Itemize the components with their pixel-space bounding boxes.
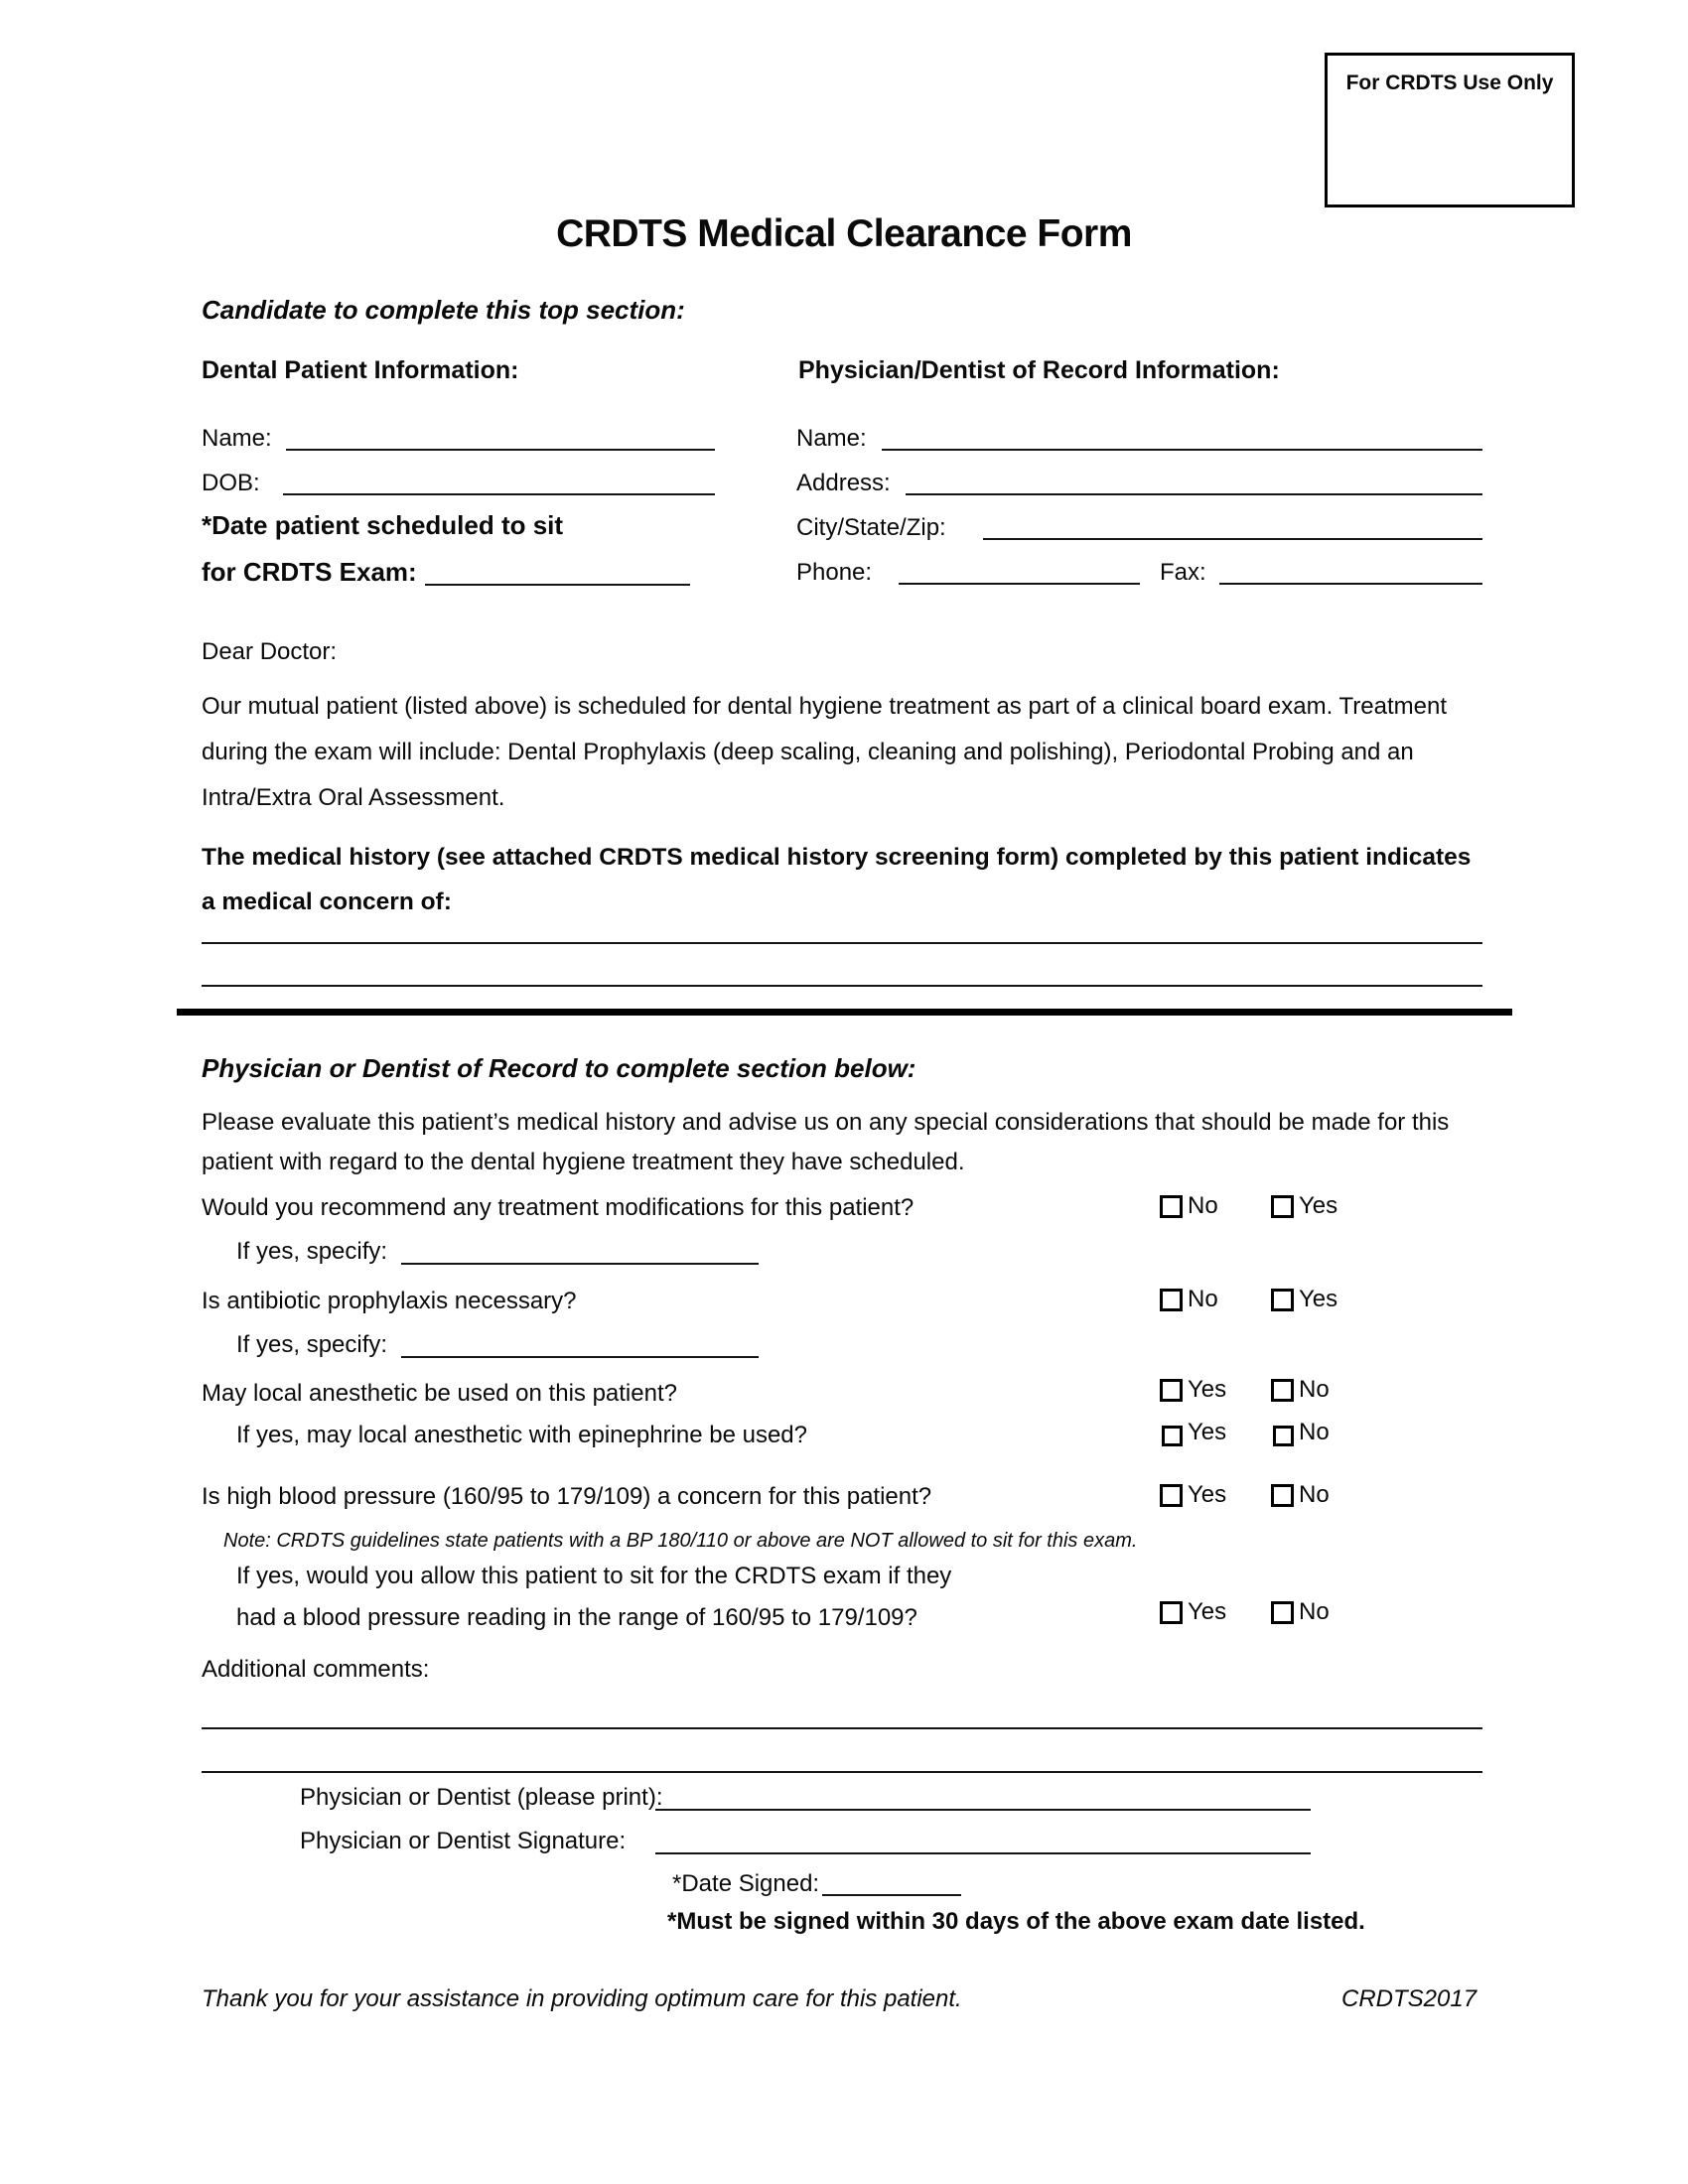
- physician-print-label: Physician or Dentist (please print):: [300, 1784, 663, 1811]
- bp-followup-line2: had a blood pressure reading in the range of 160/95 to 179/109?: [236, 1604, 917, 1631]
- q1-option-yes: [1271, 1192, 1337, 1220]
- q3-option-no: [1271, 1376, 1330, 1404]
- q2-option-no: [1160, 1286, 1218, 1313]
- q4-option-no: [1271, 1481, 1330, 1509]
- physician-fax-label: Fax:: [1160, 559, 1206, 586]
- q3sub-no-checkbox[interactable]: [1273, 1426, 1294, 1446]
- medical-concern-statement: The medical history (see attached CRDTS medical history screening form) completed by this patient indicates a medical concern of:: [202, 844, 1472, 915]
- physician-phone-label: Phone:: [796, 559, 873, 586]
- patient-dob-label: DOB:: [202, 470, 260, 496]
- patient-name-label: Name:: [202, 425, 272, 452]
- letter-body: Our mutual patient (listed above) is scheduled for dental hygiene treatment as part of a clinical board exam. Treatment during the exam will include: Dental Prophylaxis (deep scaling, cleaning and polishing), Periodontal Probing and an Intra/Extra Oral Assessment.: [202, 693, 1447, 811]
- footer-form-code: CRDTS2017: [1341, 1985, 1477, 2012]
- q4-no-label: No: [1299, 1481, 1330, 1508]
- q4-no-checkbox[interactable]: [1271, 1484, 1294, 1507]
- question-high-blood-pressure: Is high blood pressure (160/95 to 179/109) a concern for this patient?: [202, 1483, 932, 1510]
- medical-concern-field-line2[interactable]: [202, 985, 1482, 987]
- page-title: CRDTS Medical Clearance Form: [556, 212, 1132, 255]
- q2-yes-checkbox[interactable]: [1271, 1289, 1294, 1311]
- q4-followup-option-yes: [1160, 1598, 1226, 1626]
- physician-city-state-zip-label: City/State/Zip:: [796, 514, 946, 541]
- q2-yes-label: Yes: [1299, 1286, 1338, 1312]
- section-divider: [177, 1009, 1512, 1016]
- patient-info-heading: Dental Patient Information:: [202, 356, 519, 384]
- q2-specify-field[interactable]: [401, 1356, 759, 1358]
- physician-city-state-zip-field[interactable]: [983, 538, 1482, 540]
- q3sub-option-yes: [1162, 1418, 1226, 1446]
- q3-no-checkbox[interactable]: [1271, 1379, 1294, 1402]
- question-treatment-modifications: Would you recommend any treatment modifications for this patient?: [202, 1194, 914, 1221]
- additional-comments-field-line1[interactable]: [202, 1727, 1482, 1729]
- q1-yes-checkbox[interactable]: [1271, 1195, 1294, 1218]
- q3-yes-checkbox[interactable]: [1160, 1379, 1183, 1402]
- footer-thanks: Thank you for your assistance in providing optimum care for this patient.: [202, 1985, 962, 2012]
- q4-followup-no-checkbox[interactable]: [1271, 1601, 1294, 1624]
- q4-followup-yes-label: Yes: [1188, 1598, 1227, 1625]
- q2-no-label: No: [1188, 1286, 1218, 1312]
- physician-section-intro: Please evaluate this patient’s medical history and advise us on any special considerations that should be made for this patient with regard to the dental hygiene treatment they have scheduled.: [202, 1109, 1450, 1175]
- q1-specify-field[interactable]: [401, 1263, 759, 1265]
- signing-deadline-note: *Must be signed within 30 days of the above exam date listed.: [667, 1908, 1365, 1935]
- q3sub-yes-label: Yes: [1188, 1418, 1227, 1445]
- date-signed-label: *Date Signed:: [672, 1870, 820, 1897]
- q1-no-label: No: [1188, 1192, 1218, 1219]
- patient-dob-field[interactable]: [283, 493, 715, 495]
- question-epinephrine: If yes, may local anesthetic with epinephrine be used?: [236, 1422, 808, 1448]
- crdts-use-only-label: For CRDTS Use Only: [1345, 71, 1554, 94]
- exam-date-field[interactable]: [425, 584, 690, 586]
- q3sub-no-label: No: [1299, 1418, 1330, 1445]
- q1-specify-label: If yes, specify:: [236, 1238, 388, 1265]
- date-signed-field[interactable]: [822, 1894, 961, 1896]
- q3-option-yes: [1160, 1376, 1226, 1404]
- q2-specify-label: If yes, specify:: [236, 1331, 388, 1358]
- q3-yes-label: Yes: [1188, 1376, 1227, 1403]
- additional-comments-label: Additional comments:: [202, 1656, 430, 1683]
- physician-name-label: Name:: [796, 425, 867, 452]
- physician-address-label: Address:: [796, 470, 891, 496]
- exam-date-label-line2: for CRDTS Exam:: [202, 557, 417, 587]
- q4-followup-yes-checkbox[interactable]: [1160, 1601, 1183, 1624]
- candidate-section-heading: Candidate to complete this top section:: [202, 295, 685, 325]
- exam-date-label-line1: *Date patient scheduled to sit: [202, 510, 564, 540]
- physician-name-field[interactable]: [882, 449, 1482, 451]
- additional-comments-field-line2[interactable]: [202, 1771, 1482, 1773]
- physician-signature-field[interactable]: [655, 1852, 1311, 1854]
- physician-print-field[interactable]: [655, 1809, 1311, 1811]
- q1-yes-label: Yes: [1299, 1192, 1338, 1219]
- physician-section-heading: Physician or Dentist of Record to complete section below:: [202, 1053, 916, 1083]
- q4-followup-option-no: [1271, 1598, 1330, 1626]
- q3sub-yes-checkbox[interactable]: [1162, 1426, 1183, 1446]
- crdts-use-only-box: [1325, 53, 1575, 207]
- patient-name-field[interactable]: [286, 449, 715, 451]
- q1-no-checkbox[interactable]: [1160, 1195, 1183, 1218]
- q4-followup-no-label: No: [1299, 1598, 1330, 1625]
- medical-concern-field-line1[interactable]: [202, 942, 1482, 944]
- q4-yes-label: Yes: [1188, 1481, 1227, 1508]
- letter-salutation: Dear Doctor:: [202, 638, 338, 665]
- q3sub-option-no: [1273, 1418, 1330, 1446]
- physician-fax-field[interactable]: [1219, 583, 1482, 585]
- question-local-anesthetic: May local anesthetic be used on this patient?: [202, 1380, 677, 1407]
- q4-yes-checkbox[interactable]: [1160, 1484, 1183, 1507]
- q2-option-yes: [1271, 1286, 1337, 1313]
- bp-guidelines-note: Note: CRDTS guidelines state patients with a BP 180/110 or above are NOT allowed to sit for this exam.: [223, 1530, 1138, 1552]
- q1-option-no: [1160, 1192, 1218, 1220]
- physician-info-heading: Physician/Dentist of Record Information:: [798, 356, 1280, 384]
- q2-no-checkbox[interactable]: [1160, 1289, 1183, 1311]
- physician-signature-label: Physician or Dentist Signature:: [300, 1828, 627, 1854]
- bp-followup-line1: If yes, would you allow this patient to sit for the CRDTS exam if they: [236, 1563, 952, 1589]
- q3-no-label: No: [1299, 1376, 1330, 1403]
- question-antibiotic-prophylaxis: Is antibiotic prophylaxis necessary?: [202, 1288, 577, 1314]
- physician-phone-field[interactable]: [899, 583, 1140, 585]
- physician-address-field[interactable]: [906, 493, 1482, 495]
- q4-option-yes: [1160, 1481, 1226, 1509]
